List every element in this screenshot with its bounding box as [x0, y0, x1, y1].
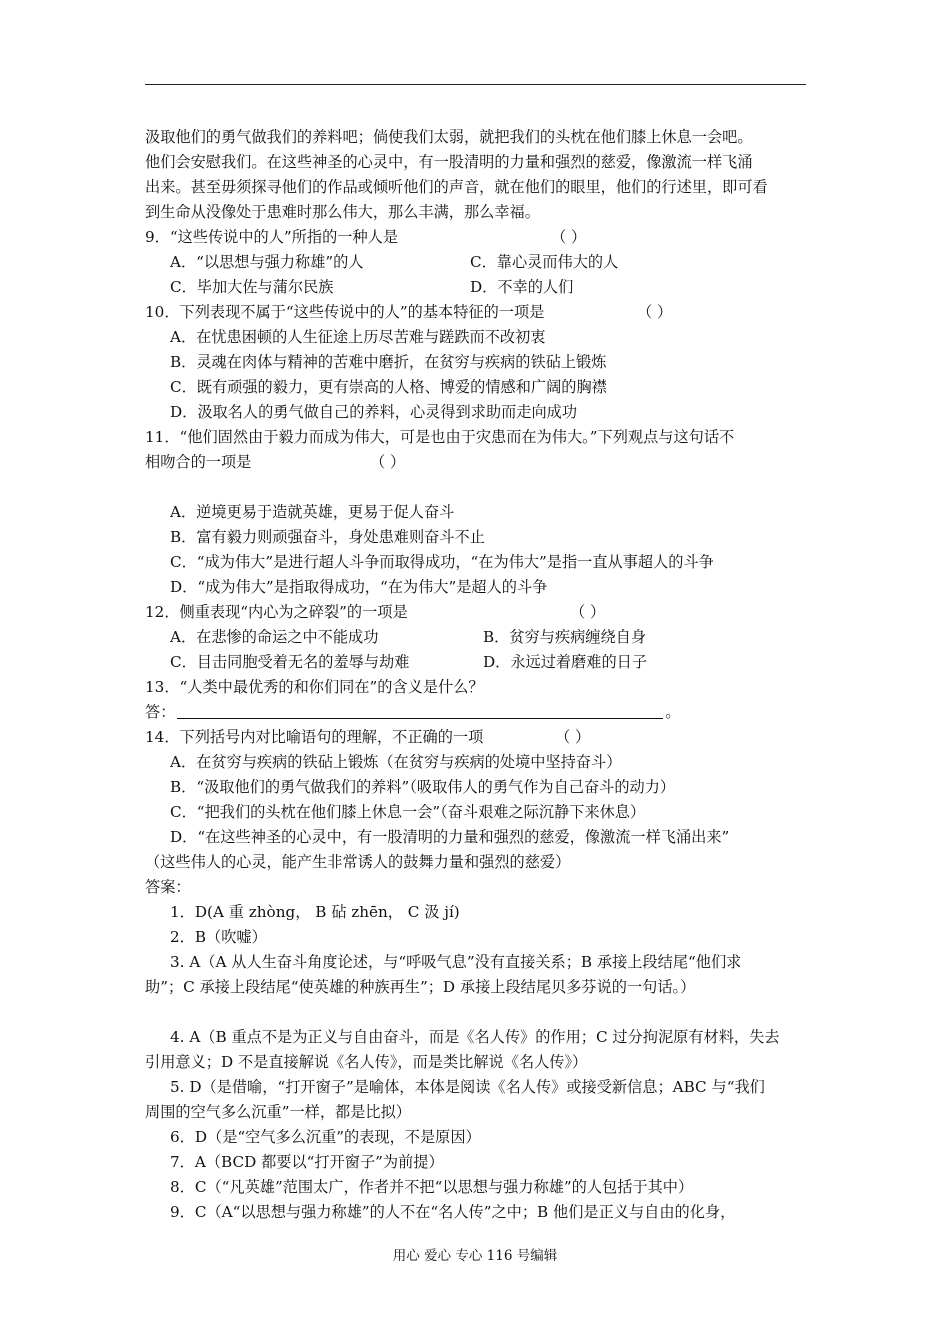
option-c: C．“成为伟大”是进行超人斗争而取得成功，“在为伟大”是指一直从事超人的斗争 [170, 553, 714, 571]
option-a: A．在悲惨的命运之中不能成功 [170, 628, 379, 646]
option-c: C．“把我们的头枕在他们膝上休息一会”（奋斗艰难之际沉静下来休息） [170, 803, 646, 821]
option-b: B．“汲取他们的勇气做我们的养料”（吸取伟人的勇气作为自己奋斗的动力） [170, 778, 676, 796]
option-b: B．富有毅力则顽强奋斗，身处患难则奋斗不止 [170, 528, 485, 546]
question-9-options-row1 [170, 252, 810, 272]
option-d: D．“成为伟大”是指取得成功，“在为伟大”是超人的斗争 [170, 578, 548, 596]
question-11 [145, 452, 810, 472]
question-13-stem: 13．“人类中最优秀的和你们同在”的含义是什么？ [145, 678, 484, 696]
option-d: D．汲取名人的勇气做自己的养料，心灵得到求助而走向成功 [170, 403, 578, 421]
answer-7: 7．A（BCD 都要以“打开窗子”为前提） [170, 1153, 444, 1171]
answer-5-continued: 周围的空气多么沉重”一样，都是比拟） [145, 1103, 411, 1121]
answer-8: 8．C（“凡英雄”范围太广，作者并不把“以思想与强力称雄”的人包括于其中） [170, 1178, 694, 1196]
question-14-stem: 14．下列括号内对比喻语句的理解，不正确的一项 [145, 728, 484, 746]
option-d: D．永远过着磨难的日子 [483, 653, 648, 671]
header-rule [145, 84, 806, 85]
answer-paren: （ ） [370, 453, 406, 471]
question-11-stem: 11．“他们固然由于毅力而成为伟大，可是也由于灾患而在为伟大。”下列观点与这句话不 [145, 428, 735, 446]
answer-2: 2．B（吹嘘） [170, 928, 267, 946]
answer-label: 答： [145, 703, 176, 721]
answer-6: 6．D（是“空气多么沉重”的表现，不是原因） [170, 1128, 481, 1146]
option-c: C．目击同胞受着无名的羞辱与劫难 [170, 653, 410, 671]
option-c: C．靠心灵而伟大的人 [470, 253, 619, 271]
option-a: A．在贫穷与疾病的铁砧上锻炼（在贫穷与疾病的处境中坚持奋斗） [170, 753, 622, 771]
question-12-options-row2 [170, 652, 810, 672]
option-d: D．“在这些神圣的心灵中，有一股清明的力量和强烈的慈爱，像激流一样飞涌出来” [170, 828, 730, 846]
question-10-stem: 10．下列表现不属于“这些传说中的人”的基本特征的一项是 [145, 303, 545, 321]
answers-title: 答案： [145, 878, 191, 896]
option-a: A．在忧患困顿的人生征途上历尽苦难与蹉跌而不改初衷 [170, 328, 546, 346]
option-d-continued: （这些伟人的心灵，能产生非常诱人的鼓舞力量和强烈的慈爱） [145, 853, 571, 871]
question-12-stem: 12．侧重表现“内心为之碎裂”的一项是 [145, 603, 408, 621]
option-c: C．既有顽强的毅力，更有崇高的人格、博爱的情感和广阔的胸襟 [170, 378, 607, 396]
option-b: B．灵魂在肉体与精神的苦难中磨折，在贫穷与疾病的铁砧上锻炼 [170, 353, 607, 371]
question-9 [145, 227, 810, 247]
question-12 [145, 602, 810, 622]
question-14 [145, 727, 810, 747]
option-d: D．不幸的人们 [470, 278, 574, 296]
passage-line: 出来。甚至毋须探寻他们的作品或倾听他们的声音，就在他们的眼里，他们的行述里，即可看 [145, 178, 768, 196]
option-b: B．贫穷与疾病缠绕自身 [483, 628, 647, 646]
answer-period: 。 [665, 703, 681, 721]
answer-9: 9．C（A“以思想与强力称雄”的人不在“名人传”之中；B 他们是正义与自由的化身， [170, 1203, 736, 1221]
question-12-options-row1 [170, 627, 810, 647]
page-footer: 用心 爱心 专心 116 号编辑 [392, 1248, 558, 1264]
answer-paren: （ ） [551, 228, 587, 246]
answer-paren: （ ） [637, 303, 673, 321]
option-c: C．毕加大佐与蒲尔民族 [170, 278, 334, 296]
option-a: A．逆境更易于造就英雄，更易于促人奋斗 [170, 503, 455, 521]
question-9-stem: 9．“这些传说中的人”所指的一种人是 [145, 228, 399, 246]
answer-blank-line [177, 703, 663, 719]
answer-4: 4. A（B 重点不是为正义与自由奋斗，而是《名人传》的作用；C 过分拘泥原有材料，失去 [170, 1028, 780, 1046]
passage-line: 他们会安慰我们。在这些神圣的心灵中，有一股清明的力量和强烈的慈爱，像激流一样飞涌 [145, 153, 753, 171]
option-a: A．“以思想与强力称雄”的人 [170, 253, 364, 271]
question-13-answer [145, 702, 810, 722]
answer-4-continued: 引用意义；D 不是直接解说《名人传》，而是类比解说《名人传》） [145, 1053, 588, 1071]
question-11-stem: 相吻合的一项是 [145, 453, 252, 471]
answer-3-continued: 助”；C 承接上段结尾“使英雄的种族再生”；D 承接上段结尾贝多芬说的一句话。） [145, 978, 696, 996]
answer-paren: （ ） [570, 603, 606, 621]
answer-3: 3. A（A 从人生奋斗角度论述，与“呼吸气息”没有直接关系；B 承接上段结尾“他们求 [170, 953, 742, 971]
question-10 [145, 302, 810, 322]
answer-1: 1．D(A 重 zhòng， B 砧 zhēn， C 汲 jí) [170, 903, 460, 921]
passage-line: 到生命从没像处于患难时那么伟大，那么丰满，那么幸福。 [145, 203, 540, 221]
passage-line: 汲取他们的勇气做我们的养料吧；倘使我们太弱，就把我们的头枕在他们膝上休息一会吧。 [145, 128, 753, 146]
question-9-options-row2 [170, 277, 810, 297]
answer-5: 5. D（是借喻，“打开窗子”是喻体，本体是阅读《名人传》或接受新信息；ABC 与“我们 [170, 1078, 765, 1096]
answer-paren: （ ） [555, 728, 591, 746]
